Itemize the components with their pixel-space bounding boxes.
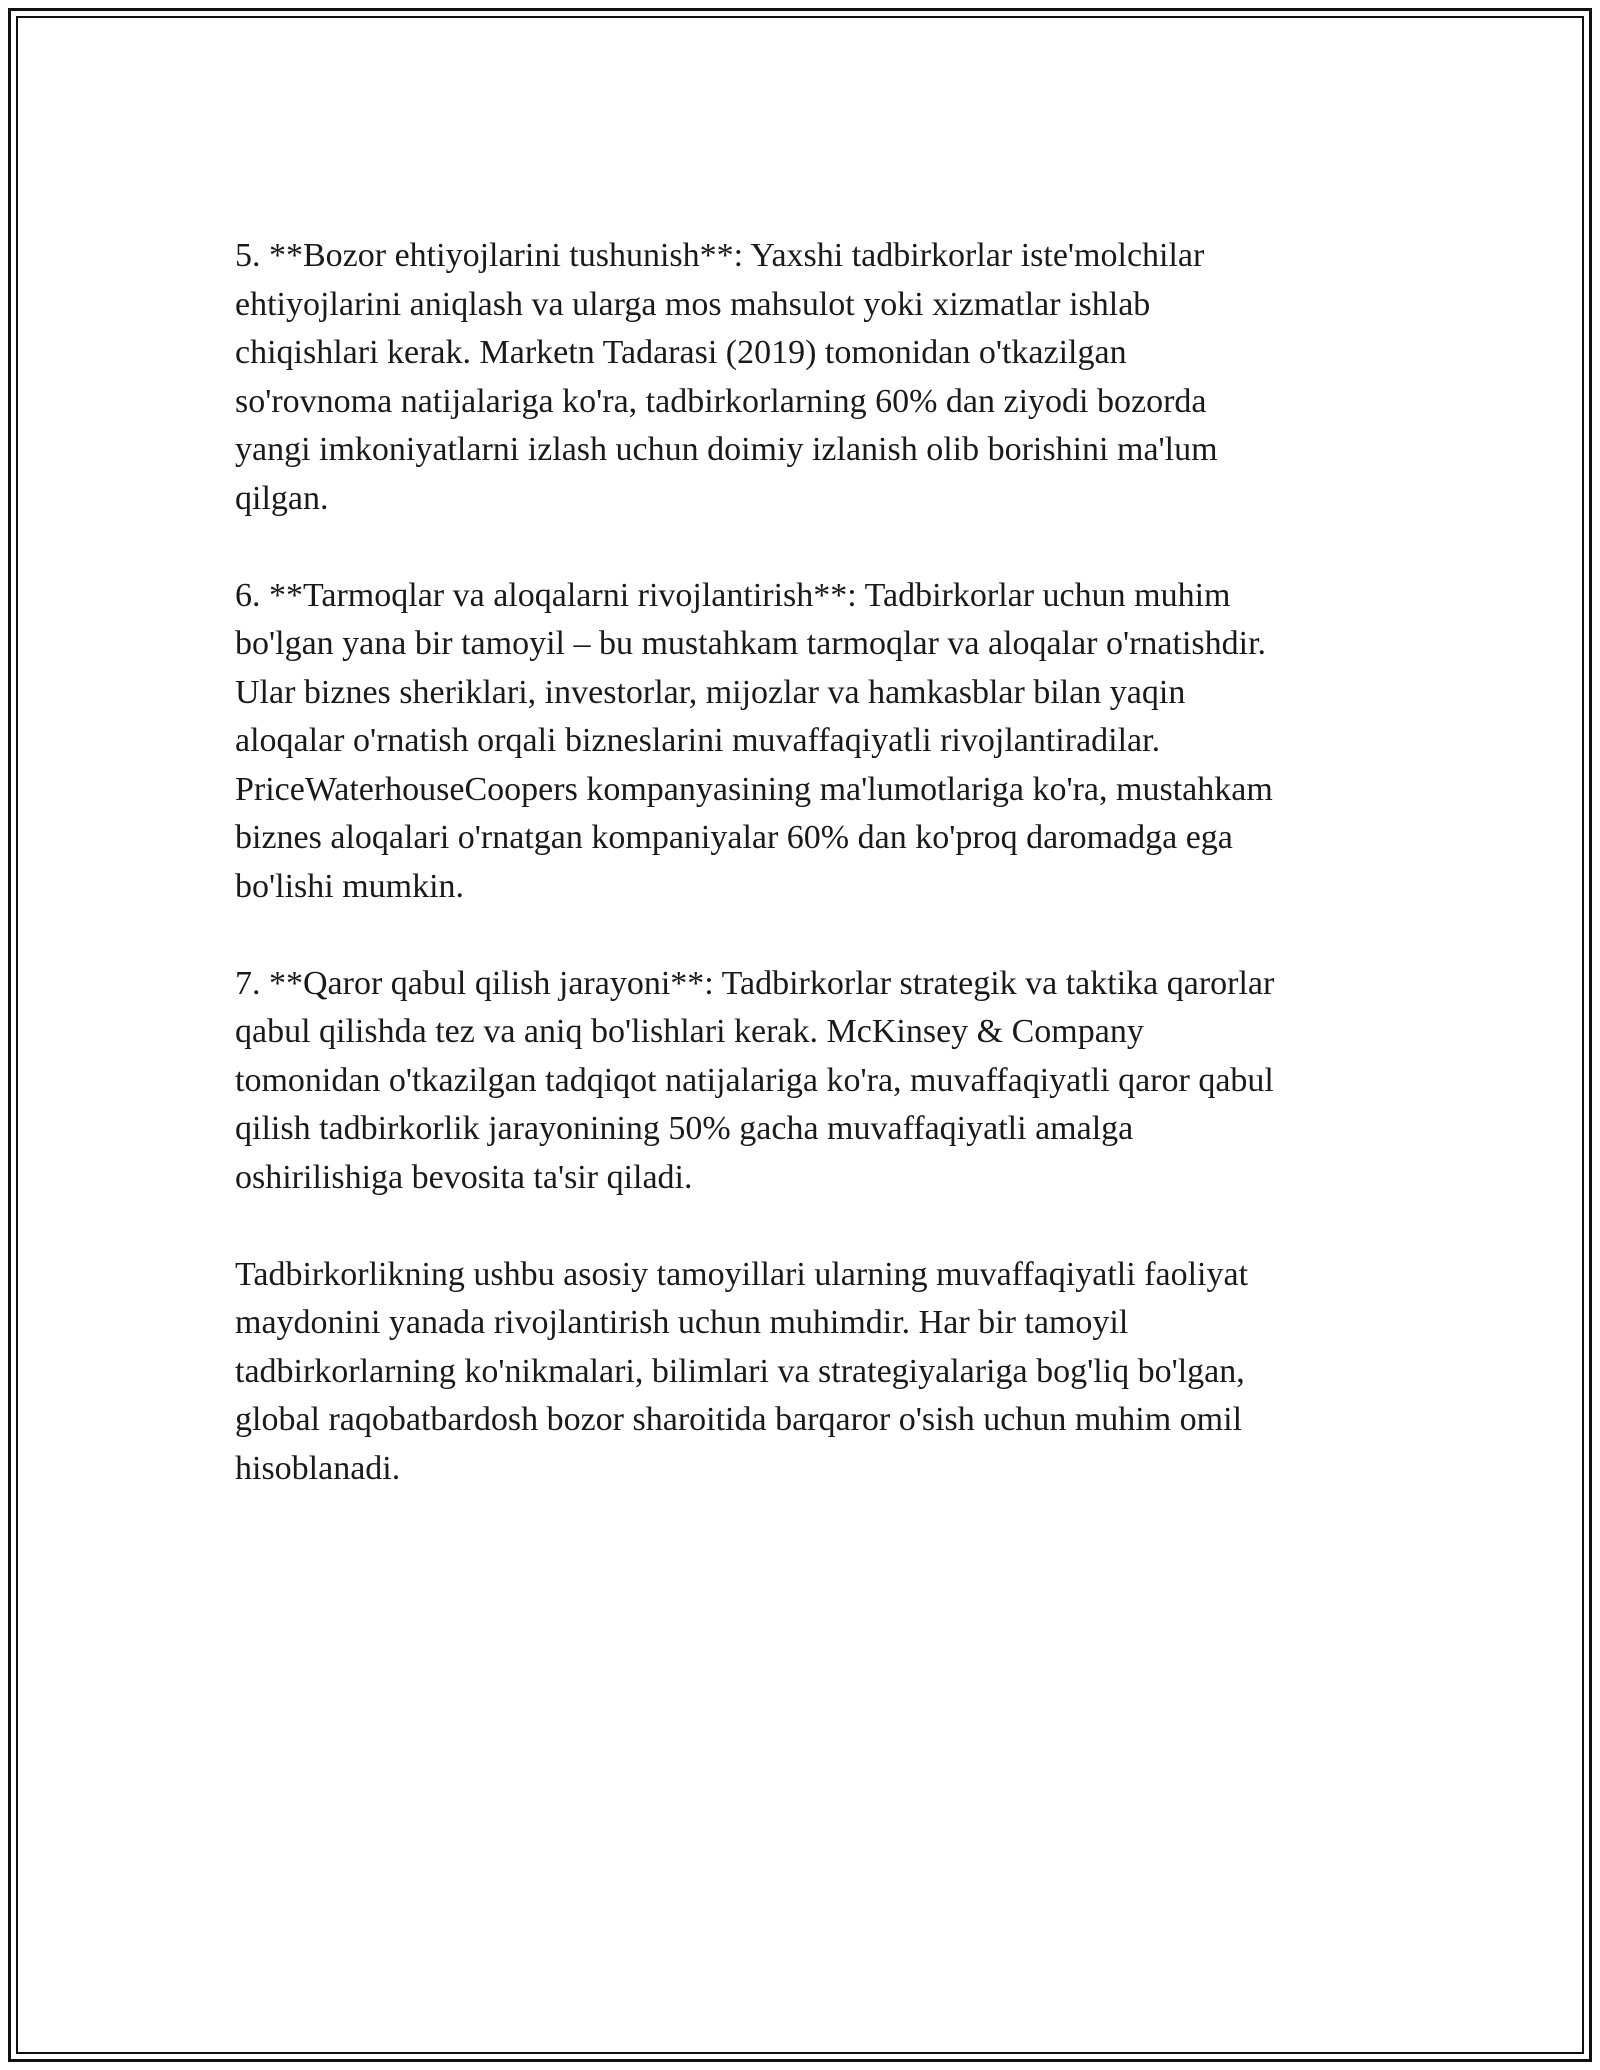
text-line: so'rovnoma natijalariga ko'ra, tadbirkorlarning 60% dan ziyodi bozorda — [235, 382, 1207, 420]
text-line: tadbirkorlarning ko'nikmalari, bilimlari va strategiyalariga bog'liq bo'lgan, — [235, 1352, 1245, 1390]
text-line: 7. **Qaror qabul qilish jarayoni**: Tadbirkorlar strategik va taktika qarorlar — [235, 964, 1275, 1002]
text-line: chiqishlari kerak. Marketn Tadarasi (2019) tomonidan o'tkazilgan — [235, 334, 1127, 371]
text-line: yangi imkoniyatlarni izlash uchun doimiy izlanish olib borishini ma'lum — [235, 431, 1218, 468]
paragraph-conclusion — [235, 1251, 1375, 1494]
text-line: global raqobatbardosh bozor sharoitida barqaror o'sish uchun muhim omil — [235, 1401, 1243, 1438]
text-line: 6. **Tarmoqlar va aloqalarni rivojlantirish**: Tadbirkorlar uchun muhim — [235, 576, 1231, 614]
paragraph-networks — [235, 572, 1375, 912]
text-line: Tadbirkorlikning ushbu asosiy tamoyillari ularning muvaffaqiyatli faoliyat — [235, 1255, 1249, 1293]
text-line: Ular biznes sheriklari, investorlar, mijozlar va hamkasblar bilan yaqin — [235, 673, 1186, 711]
text-line: qilgan. — [235, 479, 329, 517]
document-body — [235, 232, 1375, 1542]
text-line: PriceWaterhouseCoopers kompanyasining ma'lumotlariga ko'ra, mustahkam — [235, 770, 1273, 808]
text-line: hisoblanadi. — [235, 1449, 401, 1487]
paragraph-decision-making — [235, 960, 1375, 1203]
text-line: 5. **Bozor ehtiyojlarini tushunish**: Yaxshi tadbirkorlar iste'molchilar — [235, 237, 1205, 274]
text-line: oshirilishiga bevosita ta'sir qiladi. — [235, 1158, 693, 1196]
text-line: tomonidan o'tkazilgan tadqiqot natijalariga ko'ra, muvaffaqiyatli qaror qabul — [235, 1061, 1274, 1099]
text-line: biznes aloqalari o'rnatgan kompaniyalar 60% dan ko'proq daromadga ega — [235, 819, 1233, 856]
text-line: bo'lgan yana bir tamoyil – bu mustahkam tarmoqlar va aloqalar o'rnatishdir. — [235, 625, 1267, 662]
text-line: maydonini yanada rivojlantirish uchun muhimdir. Har bir tamoyil — [235, 1304, 1129, 1341]
text-line: qilish tadbirkorlik jarayonining 50% gacha muvaffaqiyatli amalga — [235, 1110, 1134, 1147]
text-line: ehtiyojlarini aniqlash va ularga mos mahsulot yoki xizmatlar ishlab — [235, 285, 1151, 323]
text-line: bo'lishi mumkin. — [235, 867, 465, 905]
text-line: qabul qilishda tez va aniq bo'lishlari kerak. McKinsey & Company — [235, 1013, 1144, 1050]
text-line: aloqalar o'rnatish orqali bizneslarini muvaffaqiyatli rivojlantiradilar. — [235, 722, 1161, 759]
paragraph-market-needs — [235, 232, 1375, 523]
